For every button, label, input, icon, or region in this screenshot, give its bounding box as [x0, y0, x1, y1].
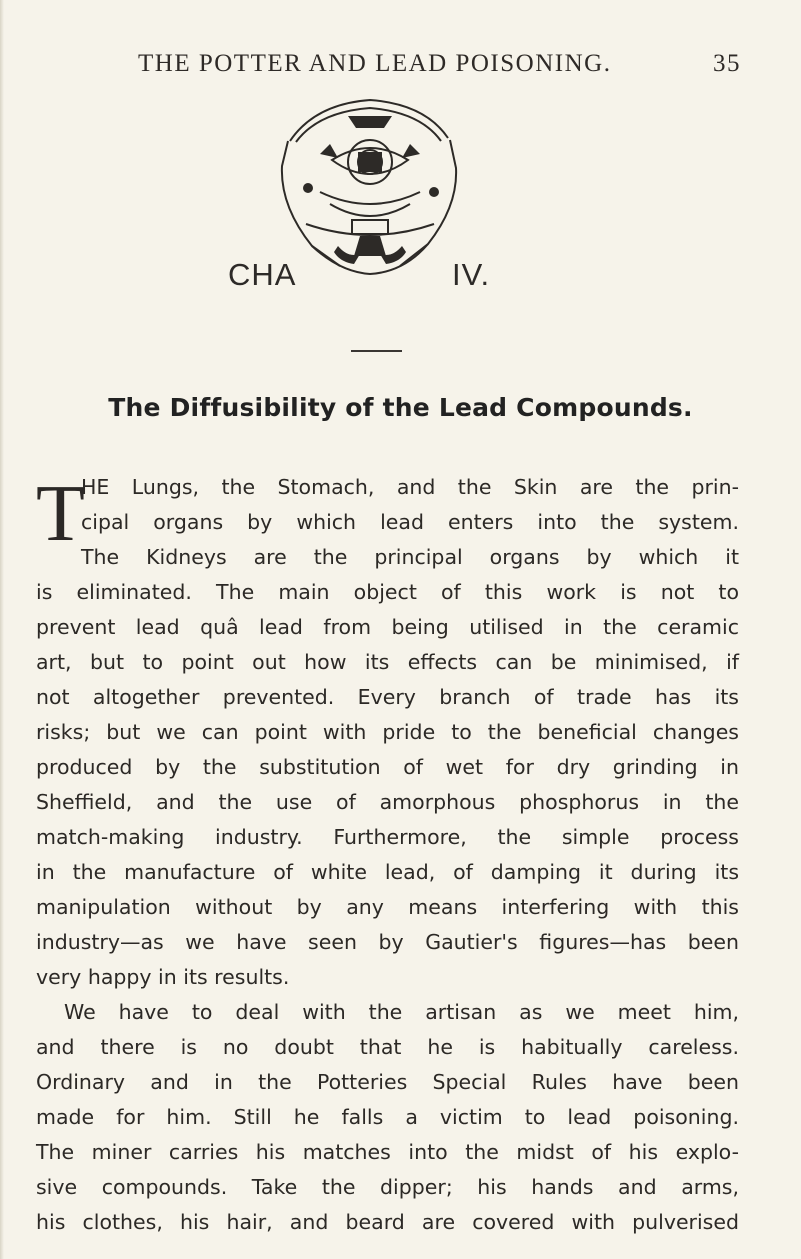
text-line: and there is no doubt that he is habitually careless. — [36, 1035, 739, 1059]
text-line: sive compounds. Take the dipper; his hands and arms, — [36, 1175, 739, 1199]
text-line: art, but to point out how its effects can be minimised, if — [36, 650, 739, 674]
text-line: prevent lead quâ lead from being utilised in the ceramic — [36, 615, 739, 639]
heading-rule — [351, 350, 402, 352]
text-line: made for him. Still he falls a victim to lead poisoning. — [36, 1105, 739, 1129]
text-line: The miner carries his matches into the midst of his explo- — [36, 1140, 739, 1164]
running-head — [138, 50, 741, 82]
text-line: risks; but we can point with pride to the beneficial changes — [36, 720, 739, 744]
text-line: HE Lungs, the Stomach, and the Skin are the prin- — [81, 475, 739, 499]
chapter-heading — [220, 96, 520, 306]
text-line: in the manufacture of white lead, of damping it during its — [36, 860, 739, 884]
running-head-title: THE POTTER AND LEAD POISONING. — [138, 50, 612, 77]
text-line: produced by the substitution of wet for dry grinding in — [36, 755, 739, 779]
chapter-label-right: IV. — [452, 257, 491, 292]
text-line: not altogether prevented. Every branch of trade has its — [36, 685, 739, 709]
drop-cap: T — [36, 470, 85, 558]
page-edge-shadow — [0, 0, 4, 1259]
chapter-title: The Diffusibility of the Lead Compounds. — [108, 393, 693, 422]
chapter-label-left: CHA — [228, 257, 297, 292]
text-line: We have to deal with the artisan as we meet him, — [64, 1000, 739, 1024]
text-line: very happy in its results. — [36, 965, 290, 989]
text-line: The Kidneys are the principal organs by which it — [81, 545, 739, 569]
text-line: his clothes, his hair, and beard are covered with pulverised — [36, 1210, 739, 1234]
text-line: manipulation without by any means interfering with this — [36, 895, 739, 919]
text-line: Sheffield, and the use of amorphous phosphorus in the — [36, 790, 739, 814]
text-line: industry—as we have seen by Gautier's figures—has been — [36, 930, 739, 954]
text-line: cipal organs by which lead enters into the system. — [81, 510, 739, 534]
page-number: 35 — [713, 50, 741, 77]
text-line: match-making industry. Furthermore, the simple process — [36, 825, 739, 849]
text-line: is eliminated. The main object of this work is not to — [36, 580, 739, 604]
text-line: Ordinary and in the Potteries Special Rules have been — [36, 1070, 739, 1094]
